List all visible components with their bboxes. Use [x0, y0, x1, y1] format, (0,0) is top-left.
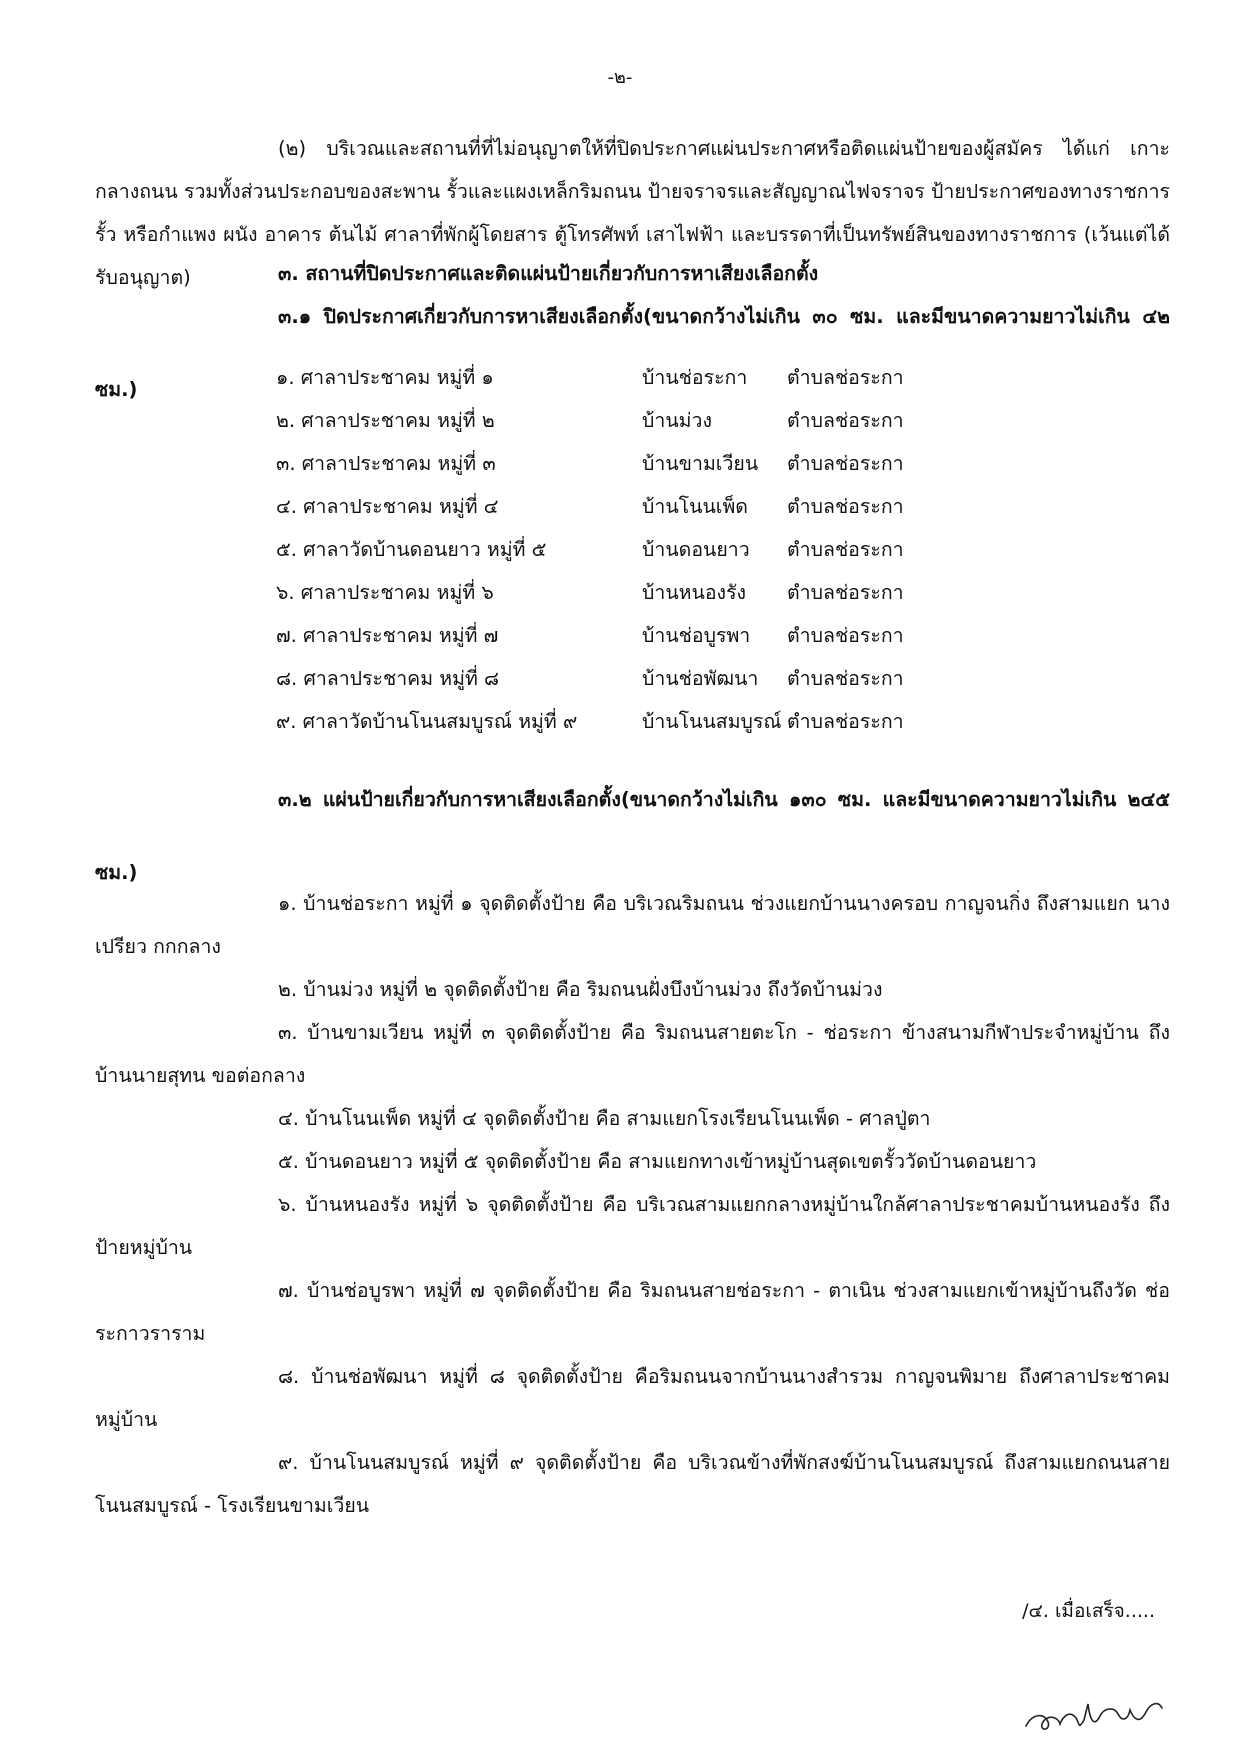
- location-subdistrict: ตำบลช่อระกา: [787, 495, 904, 518]
- location-place: ๒. ศาลาประชาคม หมู่ที่ ๒: [276, 409, 495, 432]
- location-row: [0, 706, 1240, 746]
- location-village: บ้านหนองรัง: [642, 581, 747, 604]
- sign-item: ๘. บ้านช่อพัฒนา หมู่ที่ ๘ จุดติดตั้งป้าย คือริมถนนจากบ้านนางสำรวม กาญจนพิมาย ถึงศาลาประชาคม หมู่บ้าน: [95, 1365, 1170, 1431]
- location-village: บ้านขามเวียน: [642, 452, 759, 475]
- location-village: บ้านโนนเพ็ด: [642, 495, 748, 518]
- location-place: ๗. ศาลาประชาคม หมู่ที่ ๗: [276, 624, 499, 647]
- location-subdistrict: ตำบลช่อระกา: [787, 452, 904, 475]
- location-row: [0, 663, 1240, 703]
- location-subdistrict: ตำบลช่อระกา: [787, 366, 904, 389]
- page-number: -๒-: [607, 67, 633, 88]
- sign-item: ๓. บ้านขามเวียน หมู่ที่ ๓ จุดติดตั้งป้าย คือ ริมถนนสายตะโก - ช่อระกา ข้างสนามกีฬาประจำหมู่บ้าน ถึงบ้านนายสุทน ขอต่อกลาง: [95, 1021, 1170, 1087]
- sign-item: ๒. บ้านม่วง หมู่ที่ ๒ จุดติดตั้งป้าย คือ ริมถนนฝั่งบึงบ้านม่วง ถึงวัดบ้านม่วง: [278, 978, 883, 1001]
- location-row: [0, 620, 1240, 660]
- intro-paragraph: (๒) บริเวณและสถานที่ที่ไม่อนุญาตให้ที่ปิดประกาศแผ่นประกาศหรือติดแผ่นป้ายของผู้สมัคร ได้แก่ เกาะกลางถนน รวมทั้งส่วนประกอบของสะพาน รั้วและแผงเหล็กริมถนน ป้ายจราจรและสัญญาณไฟจราจร ป้ายประกาศของทางราชการ รั้ว หรือกำแพง ผนัง อาคาร ต้นไม้ ศาลาที่พักผู้โดยสาร ตู้โทรศัพท์ เสาไฟฟ้า และบรรดาที่เป็นทรัพย์สินของทางราชการ (เว้นแต่ได้รับอนุญาต): [95, 137, 1170, 289]
- sign-item: ๖. บ้านหนองรัง หมู่ที่ ๖ จุดติดตั้งป้าย คือ บริเวณสามแยกกลางหมู่บ้านใกล้ศาลาประชาคมบ้านหนองรัง ถึงป้ายหมู่บ้าน: [95, 1193, 1170, 1259]
- sign-item: ๔. บ้านโนนเพ็ด หมู่ที่ ๔ จุดติดตั้งป้าย คือ สามแยกโรงเรียนโนนเพ็ด - ศาลปู่ตา: [278, 1107, 931, 1130]
- location-row: [0, 405, 1240, 445]
- location-place: ๖. ศาลาประชาคม หมู่ที่ ๖: [276, 581, 494, 604]
- location-village: บ้านช่อระกา: [642, 366, 748, 389]
- location-row: [0, 491, 1240, 531]
- location-row: [0, 448, 1240, 488]
- section-3-heading: ๓. สถานที่ปิดประกาศและติดแผ่นป้ายเกี่ยวกับการหาเสียงเลือกตั้ง: [278, 262, 819, 285]
- location-place: ๔. ศาลาประชาคม หมู่ที่ ๔: [276, 495, 499, 518]
- location-village: บ้านดอนยาว: [642, 538, 750, 561]
- location-village: บ้านโนนสมบูรณ์: [642, 710, 782, 733]
- location-village: บ้านม่วง: [642, 409, 712, 432]
- location-village: บ้านช่อพัฒนา: [642, 667, 759, 690]
- sign-item: ๗. บ้านช่อบูรพา หมู่ที่ ๗ จุดติดตั้งป้าย คือ ริมถนนสายช่อระกา - ตาเนิน ช่วงสามแยกเข้าหมู่บ้านถึงวัด ช่อระกาวราราม: [95, 1279, 1170, 1345]
- location-place: ๑. ศาลาประชาคม หมู่ที่ ๑: [276, 366, 494, 389]
- continuation-note: /๔. เมื่อเสร็จ.....: [1022, 1600, 1155, 1622]
- location-subdistrict: ตำบลช่อระกา: [787, 538, 904, 561]
- location-subdistrict: ตำบลช่อระกา: [787, 710, 904, 733]
- sign-item: ๕. บ้านดอนยาว หมู่ที่ ๕ จุดติดตั้งป้าย คือ สามแยกทางเข้าหมู่บ้านสุดเขตรั้ววัดบ้านดอนยาว: [278, 1150, 1037, 1173]
- location-place: ๘. ศาลาประชาคม หมู่ที่ ๘: [276, 667, 500, 690]
- location-row: [0, 577, 1240, 617]
- location-subdistrict: ตำบลช่อระกา: [787, 624, 904, 647]
- sign-item: ๙. บ้านโนนสมบูรณ์ หมู่ที่ ๙ จุดติดตั้งป้าย คือ บริเวณข้างที่พักสงฆ์บ้านโนนสมบูรณ์ ถึงสามแยกถนนสาย โนนสมบูรณ์ - โรงเรียนขามเวียน: [95, 1451, 1170, 1517]
- location-village: บ้านช่อบูรพา: [642, 624, 751, 647]
- location-row: [0, 534, 1240, 574]
- location-subdistrict: ตำบลช่อระกา: [787, 581, 904, 604]
- location-row: [0, 362, 1240, 402]
- location-place: ๓. ศาลาประชาคม หมู่ที่ ๓: [276, 452, 496, 475]
- section-3-1-heading: ๓.๑ ปิดประกาศเกี่ยวกับการหาเสียงเลือกตั้ง(ขนาดกว้างไม่เกิน ๓๐ ซม. และมีขนาดความยาวไม่เกิน ๔๒ ซม.): [95, 305, 1170, 401]
- location-place: ๙. ศาลาวัดบ้านโนนสมบูรณ์ หมู่ที่ ๙: [276, 710, 578, 733]
- section-3-2-heading: ๓.๒ แผ่นป้ายเกี่ยวกับการหาเสียงเลือกตั้ง(ขนาดกว้างไม่เกิน ๑๓๐ ซม. และมีขนาดความยาวไม่เกิน ๒๔๕ ซม.): [95, 788, 1170, 884]
- location-subdistrict: ตำบลช่อระกา: [787, 667, 904, 690]
- location-subdistrict: ตำบลช่อระกา: [787, 409, 904, 432]
- sign-item: ๑. บ้านช่อระกา หมู่ที่ ๑ จุดติดตั้งป้าย คือ บริเวณริมถนน ช่วงแยกบ้านนางครอบ กาญจนกิ่ง ถึงสามแยก นางเปรียว กกกลาง: [95, 892, 1170, 958]
- location-place: ๕. ศาลาวัดบ้านดอนยาว หมู่ที่ ๕: [276, 538, 547, 561]
- signature-image: [1018, 1690, 1168, 1738]
